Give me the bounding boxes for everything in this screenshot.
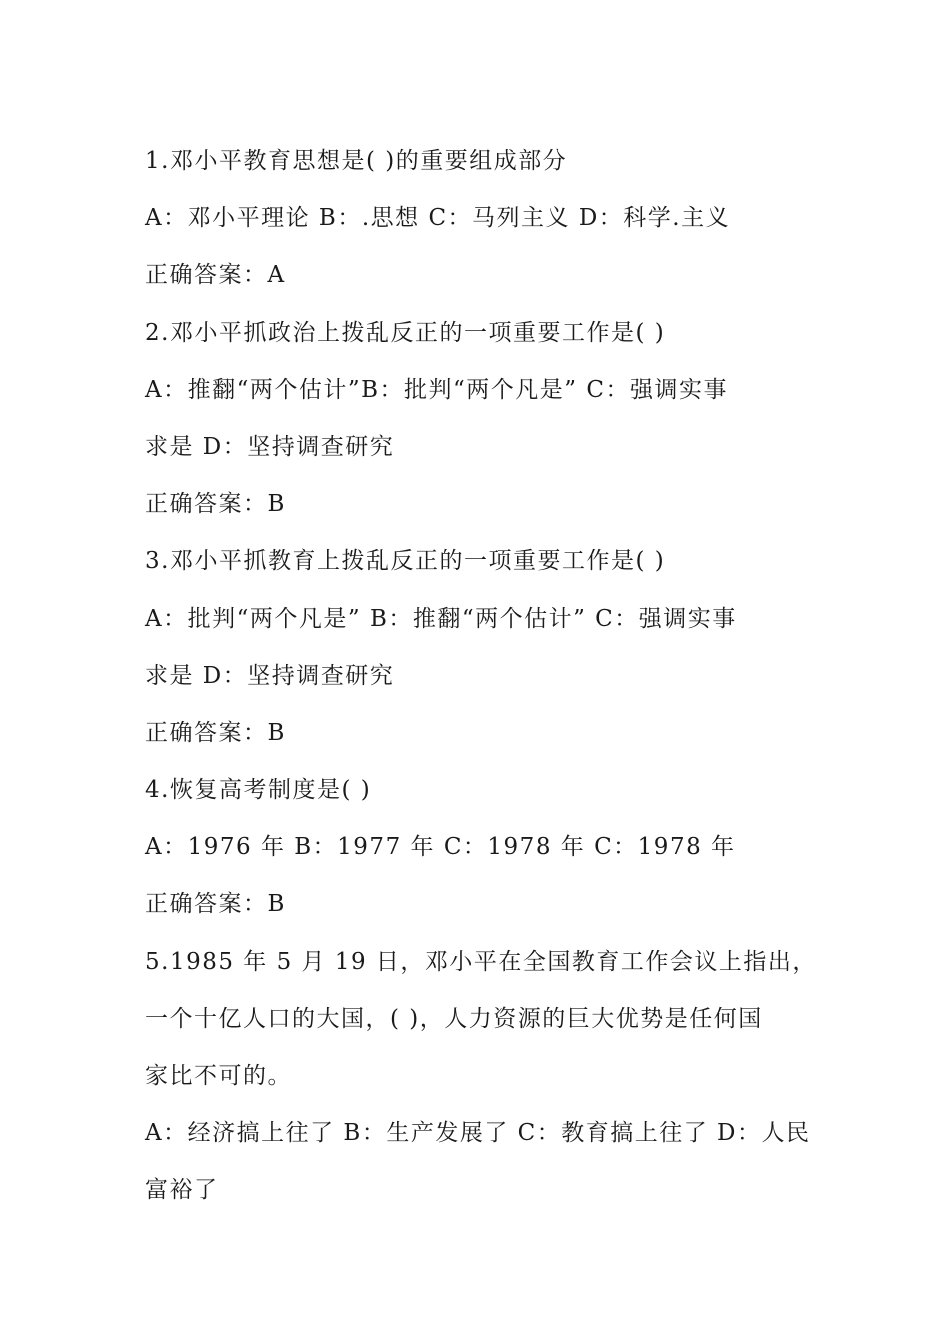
question-4-options: A：1976 年 B：1977 年 C：1978 年 C：1978 年 <box>145 834 736 861</box>
question-3-text: 3.邓小平抓教育上拨乱反正的一项重要工作是( ) <box>145 548 666 575</box>
question-3-options-cont: 求是 D：坚持调查研究 <box>145 662 395 689</box>
question-3-options: A：批判“两个凡是” B：推翻“两个估计” C：强调实事 <box>145 605 737 632</box>
question-2-options: A：推翻“两个估计”B：批判“两个凡是” C：强调实事 <box>145 376 728 403</box>
question-5-text-end: 家比不可的。 <box>145 1063 292 1089</box>
question-1-text: 1.邓小平教育思想是( )的重要组成部分 <box>145 148 568 174</box>
question-1-answer: 正确答案：A <box>145 262 286 289</box>
question-4-text: 4.恢复高考制度是( ) <box>145 777 372 804</box>
question-3-answer: 正确答案：B <box>145 719 286 746</box>
question-2-answer: 正确答案：B <box>145 491 286 518</box>
question-1-options: A：邓小平理论 B：.思想 C：马列主义 D：科学.主义 <box>145 205 731 232</box>
question-5-text: 5.1985 年 5 月 19 日，邓小平在全国教育工作会议上指出， <box>145 948 817 975</box>
question-2-text: 2.邓小平抓政治上拨乱反正的一项重要工作是( ) <box>145 319 666 346</box>
question-4-answer: 正确答案：B <box>145 891 286 918</box>
question-5-options: A：经济搞上往了 B：生产发展了 C：教育搞上往了 D：人民 <box>145 1120 811 1147</box>
question-5-text-cont: 一个十亿人口的大国，( )，人力资源的巨大优势是任何国 <box>145 1005 763 1032</box>
question-5-options-cont: 富裕了 <box>145 1177 219 1204</box>
question-2-options-cont: 求是 D：坚持调查研究 <box>145 433 395 460</box>
document-body <box>145 133 817 1220</box>
